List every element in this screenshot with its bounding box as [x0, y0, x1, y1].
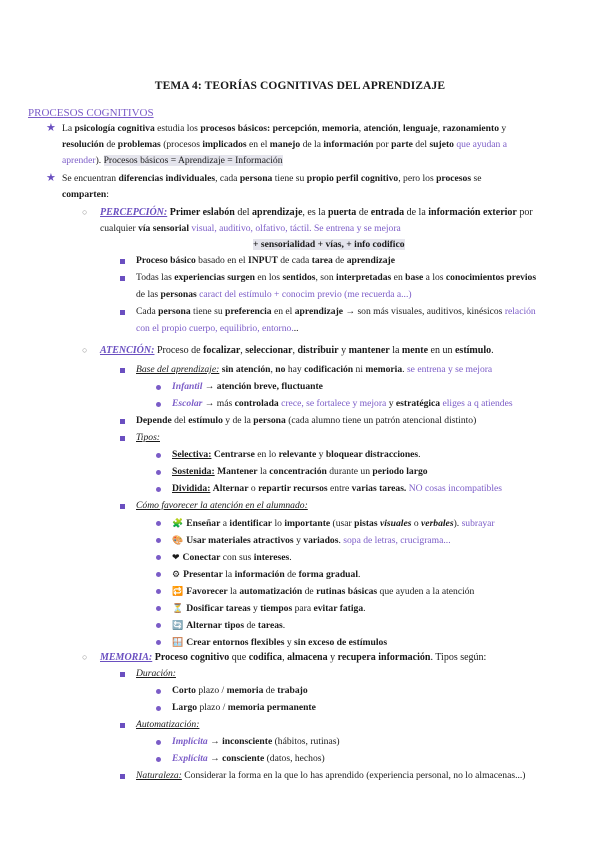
intro-paragraph-line: aprender). Procesos básicos = Aprendizaje = Información	[62, 155, 283, 166]
list-item: Cada persona tiene su preferencia en el aprendizaje → son más visuales, auditivos, kinésicos relación	[136, 306, 536, 317]
list-item: Dividida: Alternar o repartir recursos entre varias tareas. NO cosas incompatibles	[172, 483, 502, 494]
square-bullet-icon	[120, 504, 125, 509]
dot-bullet-icon	[156, 706, 161, 711]
list-item: Tipos:	[136, 432, 160, 443]
list-item: ❤ Conectar con sus intereses.	[172, 552, 292, 563]
intro-paragraph-line: resolución de problemas (procesos implicados en el manejo de la información por parte del sujeto que ayudan a	[62, 139, 507, 150]
dot-bullet-icon	[156, 623, 161, 628]
page-title: TEMA 4: TEORÍAS COGNITIVAS DEL APRENDIZAJE	[154, 80, 446, 92]
square-bullet-icon	[120, 419, 125, 424]
list-item-continued: de las personas caract del estímulo + conocim previo (me recuerda a...)	[136, 289, 412, 300]
dot-bullet-icon	[156, 402, 161, 407]
list-item: 🔄 Alternar tipos de tareas.	[172, 620, 286, 631]
atencion-heading: ATENCIÓN: Proceso de focalizar, seleccionar, distribuir y mantener la mente en un estímulo.	[100, 345, 494, 356]
window-icon: 🪟	[172, 637, 184, 647]
dot-bullet-icon	[156, 572, 161, 577]
list-item: Sostenida: Mantener la concentración durante un periodo largo	[172, 466, 428, 477]
list-item: 🎨 Usar materiales atractivos y variados. sopa de letras, crucigrama...	[172, 535, 451, 546]
circle-bullet-icon: ○	[82, 345, 88, 355]
list-item: ⏳ Dosificar tareas y tiempos para evitar fatiga.	[172, 603, 366, 614]
square-bullet-icon	[120, 723, 125, 728]
dot-bullet-icon	[156, 757, 161, 762]
list-item: Escolar → más controlada crece, se fortalece y mejora y estratégica eliges a q atiendes	[172, 398, 513, 409]
intro-paragraph-line: comparten:	[62, 189, 109, 200]
circle-bullet-icon: ○	[82, 652, 88, 662]
list-item: Duración:	[136, 668, 176, 679]
list-item: Naturaleza: Considerar la forma en la que lo has aprendido (experiencia personal, no lo almacenas...)	[136, 770, 526, 781]
star-bullet-icon: ★	[46, 122, 56, 134]
intro-paragraph-line: La psicología cognitiva estudia los procesos básicos: percepción, memoria, atención, lenguaje, razonamiento y	[62, 123, 507, 134]
list-item: Depende del estímulo y de la persona (cada alumno tiene un patrón atencional distinto)	[136, 415, 477, 426]
dot-bullet-icon	[156, 385, 161, 390]
dot-bullet-icon	[156, 555, 161, 560]
hourglass-icon: ⏳	[172, 603, 184, 613]
percepcion-heading: PERCEPCIÓN: Primer eslabón del aprendizaje, es la puerta de entrada de la información exterior por	[100, 207, 533, 218]
list-item: Cómo favorecer la atención en el alumnado:	[136, 500, 308, 511]
percepcion-line: cualquier vía sensorial visual, auditivo, olfativo, táctil. Se entrena y se mejora	[100, 223, 401, 234]
square-bullet-icon	[120, 672, 125, 677]
dot-bullet-icon	[156, 606, 161, 611]
dot-bullet-icon	[156, 470, 161, 475]
dot-bullet-icon	[156, 740, 161, 745]
palette-icon: 🎨	[172, 535, 184, 545]
dot-bullet-icon	[156, 589, 161, 594]
list-item: Infantil → atención breve, fluctuante	[172, 381, 323, 392]
list-item: Corto plazo / memoria de trabajo	[172, 685, 308, 696]
square-bullet-icon	[120, 276, 125, 281]
list-item: 🔁 Favorecer la automatización de rutinas básicas que ayuden a la atención	[172, 586, 475, 597]
dot-bullet-icon	[156, 689, 161, 694]
cycle-arrows-icon: 🔄	[172, 620, 184, 630]
gear-icon: ⚙	[172, 569, 181, 579]
square-bullet-icon	[120, 259, 125, 264]
list-item: Proceso básico basado en el INPUT de cada tarea de aprendizaje	[136, 255, 396, 266]
list-item: Automatización:	[136, 719, 200, 730]
star-bullet-icon: ★	[46, 172, 56, 184]
square-bullet-icon	[120, 368, 125, 373]
list-item: 🧩 Enseñar a identificar lo importante (usar pistas visuales o verbales). subrayar	[172, 518, 495, 529]
dot-bullet-icon	[156, 453, 161, 458]
list-item: Base del aprendizaje: sin atención, no hay codificación ni memoria. se entrena y se mejora	[136, 364, 493, 375]
list-item: Explícita → consciente (datos, hechos)	[172, 753, 325, 764]
list-item: Implícita → inconsciente (hábitos, rutinas)	[172, 736, 340, 747]
puzzle-icon: 🧩	[172, 518, 184, 528]
dot-bullet-icon	[156, 640, 161, 645]
highlighted-note: Procesos básicos = Aprendizaje = Información	[103, 155, 283, 166]
memoria-heading: MEMORIA: Proceso cognitivo que codifica, almacena y recupera información. Tipos según:	[100, 652, 487, 663]
square-bullet-icon	[120, 310, 125, 315]
intro-paragraph-line: Se encuentran diferencias individuales, cada persona tiene su propio perfil cognitivo, pero los procesos se	[62, 173, 482, 184]
dot-bullet-icon	[156, 521, 161, 526]
square-bullet-icon	[120, 774, 125, 779]
circle-bullet-icon: ○	[82, 207, 88, 217]
list-item: Selectiva: Centrarse en lo relevante y bloquear distracciones.	[172, 449, 421, 460]
list-item-continued: con el propio cuerpo, equilibrio, entorno...	[136, 323, 299, 334]
dot-bullet-icon	[156, 487, 161, 492]
square-bullet-icon	[120, 436, 125, 441]
heart-icon: ❤	[172, 552, 180, 562]
percepcion-highlight: + sensorialidad + vías, + info codifico	[253, 239, 405, 250]
list-item: Todas las experiencias surgen en los sentidos, son interpretadas en base a los conocimientos previos	[136, 272, 537, 283]
section-heading: PROCESOS COGNITIVOS	[28, 107, 154, 119]
list-item: Largo plazo / memoria permanente	[172, 702, 316, 713]
dot-bullet-icon	[156, 538, 161, 543]
list-item: ⚙ Presentar la información de forma gradual.	[172, 569, 361, 580]
list-item: 🪟 Crear entornos flexibles y sin exceso de estímulos	[172, 637, 388, 648]
repeat-icon: 🔁	[172, 586, 184, 596]
